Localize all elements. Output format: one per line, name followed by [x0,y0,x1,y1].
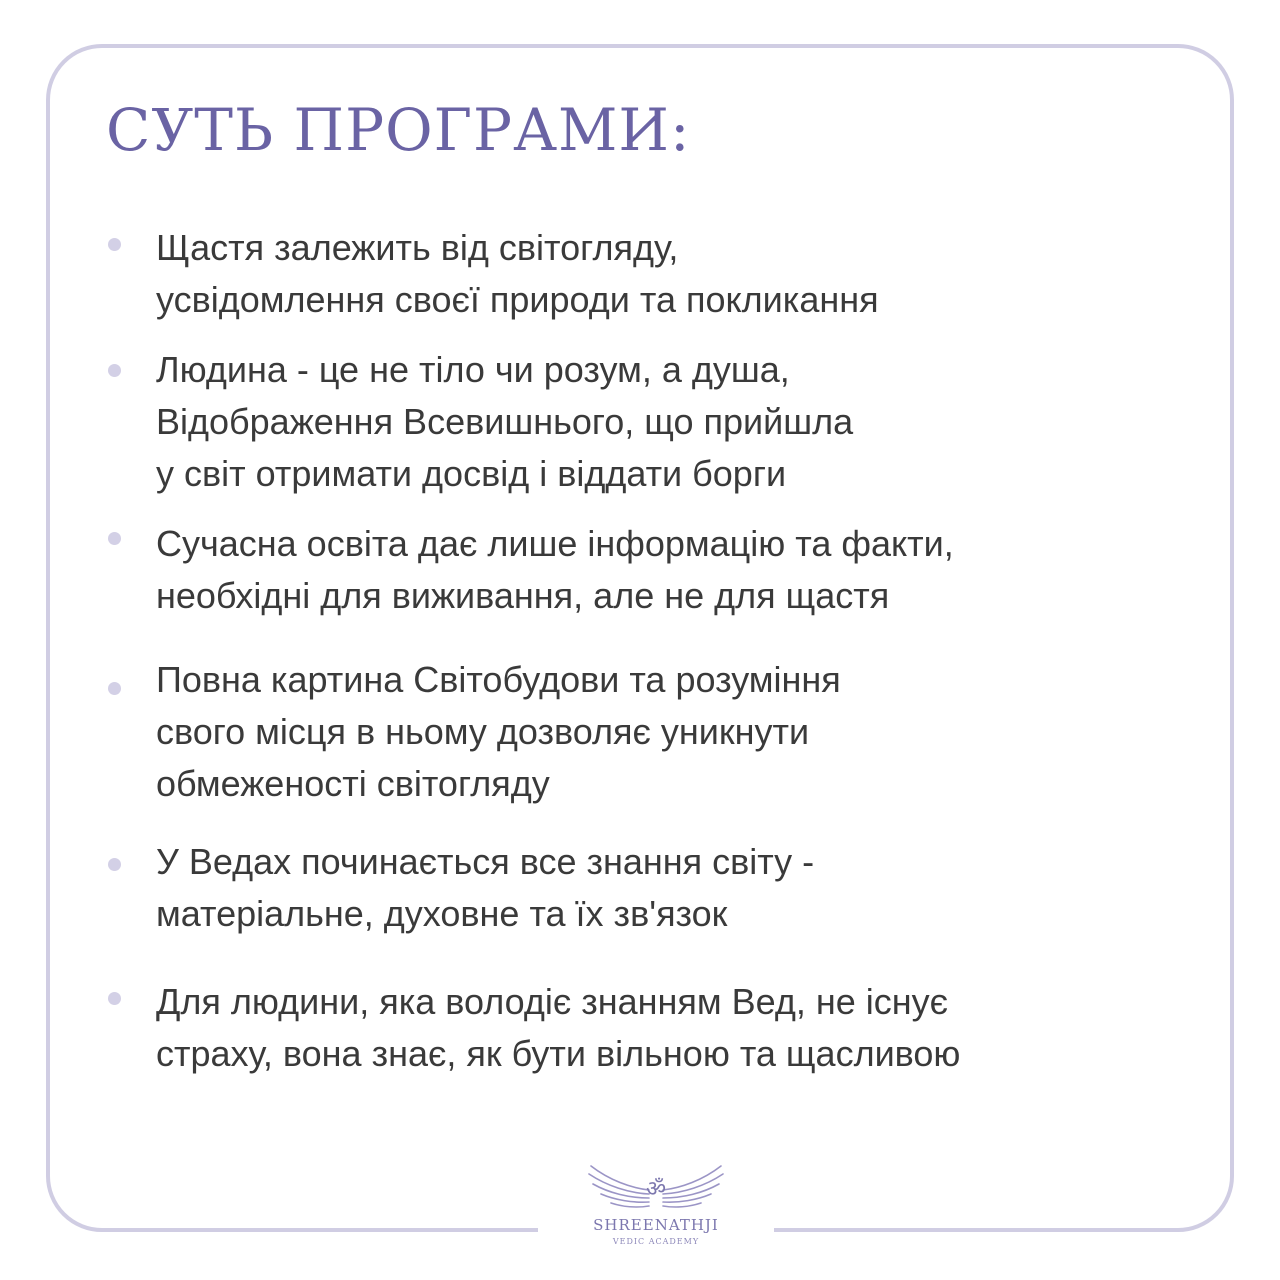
bullet-line: матеріальне, духовне та їх зв'язок [156,893,728,934]
page-title: СУТЬ ПРОГРАМИ: [106,96,691,164]
bullet-line: Людина - це не тіло чи розум, а душа, [156,349,790,390]
brand-subtitle: VEDIC ACADEMY [612,1237,700,1246]
bullet-line: Сучасна освіта дає лише інформацію та факти, [156,523,954,564]
brand-name: SHREENATHJI [593,1216,719,1234]
bullet-text [156,222,1176,326]
bullet-line: страху, вона знає, як бути вільною та щасливою [156,1033,961,1074]
bullet-line: Щастя залежить від світогляду, [156,227,679,268]
bullet-text [156,344,1176,500]
bullet-text [156,654,1176,810]
bullet-line: у світ отримати досвід і віддати борги [156,453,787,494]
winged-om-icon [571,1158,741,1214]
bullet-text [156,836,1176,940]
bullet-line: свого місця в ньому дозволяє уникнути [156,711,810,752]
bullet-dot-icon [108,992,121,1005]
bullet-line: необхідні для виживання, але не для щастя [156,575,890,616]
om-symbol: ॐ [645,1177,667,1202]
bullet-dot-icon [108,858,121,871]
bullet-dot-icon [108,682,121,695]
bullet-text [156,976,1176,1080]
bullet-dot-icon [108,364,121,377]
academy-logo [556,1158,756,1268]
bullet-line: У Ведах починається все знання світу - [156,841,815,882]
bullet-line: Для людини, яка володіє знанням Вед, не існує [156,981,949,1022]
bullet-line: Відображення Всевишнього, що прийшла [156,401,854,442]
bullet-line: Повна картина Світобудови та розуміння [156,659,841,700]
bullet-line: обмеженості світогляду [156,763,550,804]
bullet-dot-icon [108,532,121,545]
bullet-dot-icon [108,238,121,251]
bullet-line: усвідомлення своєї природи та покликання [156,279,879,320]
bullet-text [156,518,1176,622]
